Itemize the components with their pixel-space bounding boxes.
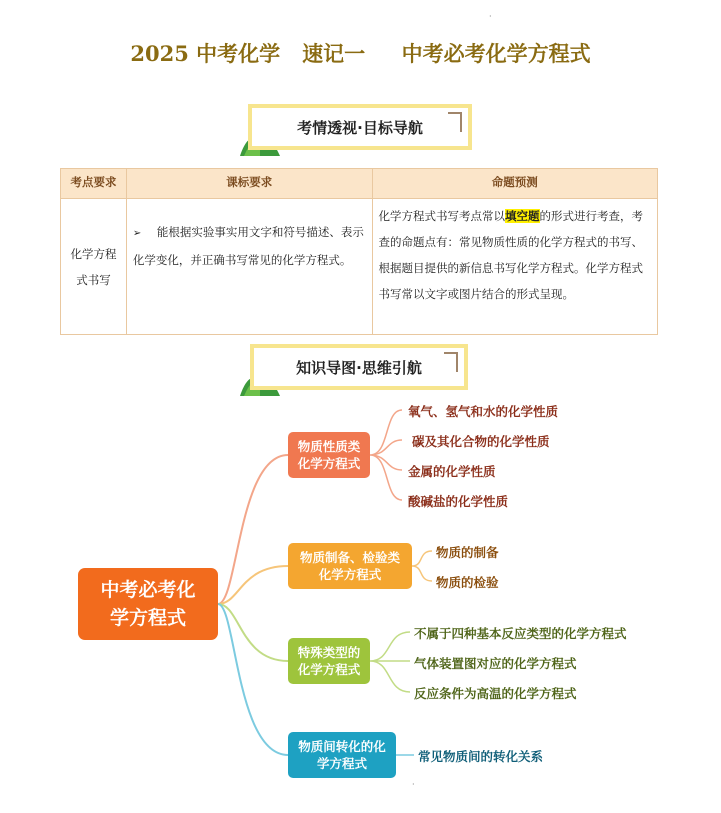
category-node-properties [288, 432, 370, 478]
leaf-item: 物质的制备 [436, 545, 499, 560]
branch-line [218, 604, 288, 661]
leaf-item: 氧气、氢气和水的化学性质 [408, 404, 559, 419]
standard-text: 能根据实验事实用文字和符号描述、表示化学变化，并正确书写常见的化学方程式。 [132, 225, 364, 267]
leaf-item: 反应条件为高温的化学方程式 [414, 686, 577, 701]
leaf-item: 物质的检验 [436, 575, 499, 590]
category-label: 物质性质类化学方程式 [297, 439, 361, 471]
forecast-text-end: 的形式进行考查，考查的命题点有：常见物质性质的化学方程式的书写、根据题目提供的新信息书写化学方程式。化学方程式书写常以文字或图片结合的形式呈现。 [378, 209, 643, 301]
highlight-keyword: 填空题 [505, 209, 540, 223]
table-header-cell: 课标要求 [126, 169, 372, 199]
category-node-conversion [288, 732, 396, 778]
leaf-item: 酸碱盐的化学性质 [408, 494, 509, 509]
category-node-preparation [288, 543, 412, 589]
leaf-bracket [412, 551, 432, 581]
leaf-item: 金属的化学性质 [408, 464, 496, 479]
leaf-item: 气体装置图对应的化学方程式 [414, 656, 577, 671]
category-node-special [288, 638, 370, 684]
category-label: 物质间转化的化学方程式 [298, 739, 386, 771]
leaf-item: 不属于四种基本反应类型的化学方程式 [414, 626, 627, 641]
table-header-cell: 考点要求 [61, 169, 127, 199]
table-header-cell: 命题预测 [372, 169, 658, 199]
bottom-dot-mark: · [412, 780, 415, 789]
top-dot-mark: · [489, 12, 492, 21]
branch-line [218, 604, 288, 755]
leaf-item: 碳及其化合物的化学性质 [412, 434, 550, 449]
section-title: 知识导图·思维引航 [296, 358, 422, 377]
leaf-bracket [370, 410, 402, 500]
category-label: 特殊类型的化学方程式 [297, 645, 361, 677]
leaf-item: 常见物质间的转化关系 [418, 749, 544, 764]
branch-line [218, 455, 288, 604]
forecast-text-start: 化学方程式书写考点常以 [378, 209, 505, 223]
mindmap-root-node [78, 568, 218, 640]
root-label: 中考必考化学方程式 [100, 579, 196, 629]
bullet-icon: ➢ [132, 228, 142, 239]
category-label: 物质制备、检验类化学方程式 [300, 550, 401, 582]
topic-text: 化学方程式书写 [70, 246, 117, 287]
section-title: 考情透视·目标导航 [297, 118, 423, 137]
leaf-bracket [370, 632, 410, 692]
page-title: 2025 中考化学 速记一 中考必考化学方程式 [130, 41, 591, 66]
